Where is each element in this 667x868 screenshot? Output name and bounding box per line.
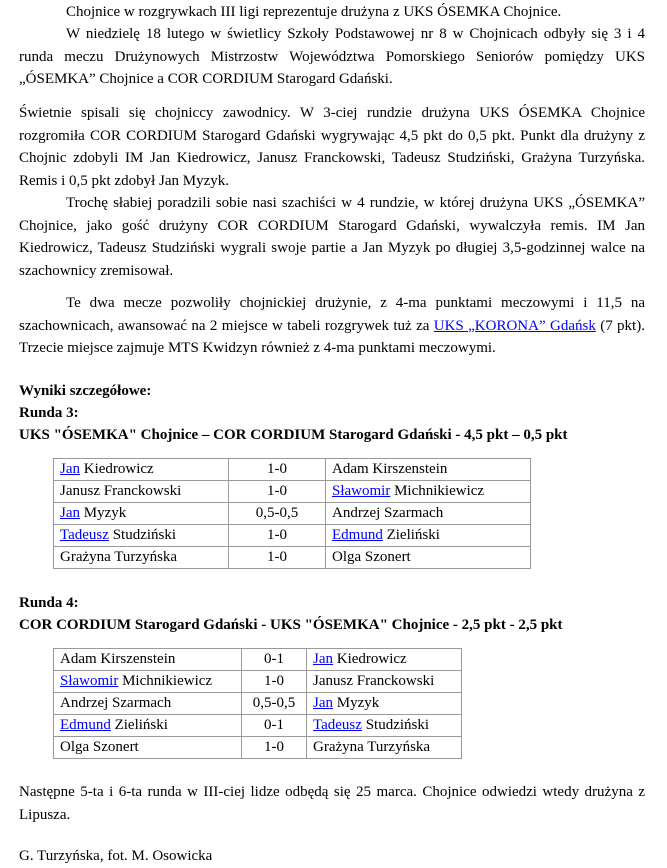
player-name: Olga Szonert [332,549,411,565]
player-last-name: Myzyk [80,505,127,521]
round3-summary-paragraph [19,102,645,192]
round4-results-body [54,649,462,759]
player-first-name-link[interactable]: Jan [313,651,333,667]
away-player-cell [307,715,462,737]
standings-text-before: Te dwa mecze pozwoliły chojnickiej drużynie, z 4-ma punktami meczowymi i 11,5 na szachownicach, awansować na 2 miejsce w tabeli rozgrywek tuż za [19,295,645,334]
player-first-name-link[interactable]: Jan [60,461,80,477]
away-player-cell [326,481,531,503]
away-player-cell [307,693,462,715]
player-last-name: Kiedrowicz [333,651,407,667]
home-player-cell [54,737,242,759]
result-row [54,503,531,525]
away-player-cell [307,737,462,759]
score-cell: 0-1 [242,649,307,671]
player-first-name-link[interactable]: Tadeusz [313,717,362,733]
intro-paragraph-text: W niedzielę 18 lutego w świetlicy Szkoły Podstawowej nr 8 w Chojnicach odbyły się 3 i 4 runda meczu Drużynowych Mistrzostw Województwa Pomorskiego Seniorów pomiędzy UKS „ÓSEMKA” Chojnice a COR CORDIUM Starogard Gdański. [19,26,645,87]
round3-results-table [53,458,531,569]
player-first-name-link[interactable]: Sławomir [332,483,391,499]
player-first-name-link[interactable]: Edmund [332,527,383,543]
round4-summary-text: Trochę słabiej poradzili sobie nasi szachiści w 4 rundzie, w której drużyna UKS „ÓSEMKA” Chojnice, jako gość drużyny COR CORDIUM Starogard Gdański, wywalczyła remis. IM Jan Kiedrowicz, Tadeusz Studziński wygrali swoje partie a Jan Myzyk po długiej 3,5-godzinnej walce na szachownicy zremisował. [19,195,645,279]
player-name: Grażyna Turzyńska [60,549,178,565]
score-cell: 1-0 [229,459,326,481]
score-cell: 1-0 [242,671,307,693]
player-name: Adam Kirszenstein [60,651,176,667]
result-row [54,459,531,481]
player-first-name-link[interactable]: Jan [60,505,80,521]
away-player-cell [326,503,531,525]
score-cell: 0,5-0,5 [242,693,307,715]
result-row [54,481,531,503]
home-player-cell [54,503,229,525]
intro-paragraph [19,23,645,91]
player-name: Grażyna Turzyńska [313,739,431,755]
player-first-name-link[interactable]: Edmund [60,717,111,733]
home-player-cell [54,547,229,569]
intro-line-text: Chojnice w rozgrywkach III ligi reprezentuje drużyna z UKS ÓSEMKA Chojnice. [66,4,562,20]
player-first-name-link[interactable]: Jan [313,695,333,711]
round4-results-table [53,648,462,759]
result-row [54,671,462,693]
result-row [54,525,531,547]
round4-summary-paragraph [19,192,645,282]
away-player-cell [326,525,531,547]
next-rounds-text: Następne 5-ta i 6-ta runda w III-ciej lidze odbędą się 25 marca. Chojnice odwiedzi wtedy drużyna z Lipusza. [19,784,645,823]
round4-heading: Runda 4: [19,595,79,611]
player-name: Janusz Franckowski [313,673,435,689]
away-player-cell [326,459,531,481]
player-last-name: Michnikiewicz [390,483,485,499]
standings-text-after: (7 pkt). Trzecie miejsce zajmuje MTS Kwidzyn również z 4-ma punktami meczowymi. [19,317,645,356]
round4-match-title: COR CORDIUM Starogard Gdański - UKS "ÓSEMKA" Chojnice - 2,5 pkt - 2,5 pkt [19,617,563,633]
score-cell: 1-0 [229,481,326,503]
home-player-cell [54,525,229,547]
round3-summary-text: Świetnie spisali się chojniccy zawodnicy. W 3-ciej rundzie drużyna UKS ÓSEMKA Chojnice rozgromiła COR CORDIUM Starogard Gdański wygrywając 4,5 pkt do 0,5 pkt. Punkt dla drużyny z Chojnic zdobyli IM Jan Kiedrowicz, Janusz Franckowski, Tadeusz Studziński, Grażyna Turzyńska. Remis i 0,5 pkt zdobył Jan Myzyk. [19,105,645,189]
score-cell: 0,5-0,5 [229,503,326,525]
score-cell: 1-0 [242,737,307,759]
result-row [54,715,462,737]
result-row [54,649,462,671]
intro-line [19,1,645,24]
next-rounds-paragraph [19,781,645,826]
result-row [54,693,462,715]
score-cell: 0-1 [242,715,307,737]
player-first-name-link[interactable]: Sławomir [60,673,119,689]
round3-heading: Runda 3: [19,405,79,421]
home-player-cell [54,671,242,693]
player-last-name: Michnikiewicz [118,673,213,689]
score-cell: 1-0 [229,525,326,547]
score-cell: 1-0 [229,547,326,569]
home-player-cell [54,693,242,715]
player-name: Andrzej Szarmach [60,695,172,711]
home-player-cell [54,459,229,481]
player-last-name: Kiedrowicz [80,461,154,477]
home-player-cell [54,481,229,503]
korona-gdansk-link[interactable]: UKS „KORONA” Gdańsk [433,317,596,334]
away-player-cell [326,547,531,569]
signature: G. Turzyńska, fot. M. Osowicka [19,848,213,864]
player-name: Janusz Franckowski [60,483,182,499]
result-row [54,737,462,759]
result-row [54,547,531,569]
player-name: Andrzej Szarmach [332,505,444,521]
player-name: Adam Kirszenstein [332,461,448,477]
away-player-cell [307,649,462,671]
player-last-name: Zieliński [110,717,168,733]
player-last-name: Studziński [108,527,177,543]
player-last-name: Studziński [361,717,430,733]
standings-paragraph [19,292,645,360]
player-last-name: Zieliński [382,527,440,543]
player-name: Olga Szonert [60,739,139,755]
player-last-name: Myzyk [333,695,380,711]
away-player-cell [307,671,462,693]
round3-match-title: UKS "ÓSEMKA" Chojnice – COR CORDIUM Starogard Gdański - 4,5 pkt – 0,5 pkt [19,427,568,443]
round3-results-body [54,459,531,569]
player-first-name-link[interactable]: Tadeusz [60,527,109,543]
details-heading: Wyniki szczegółowe: [19,383,152,399]
home-player-cell [54,715,242,737]
home-player-cell [54,649,242,671]
